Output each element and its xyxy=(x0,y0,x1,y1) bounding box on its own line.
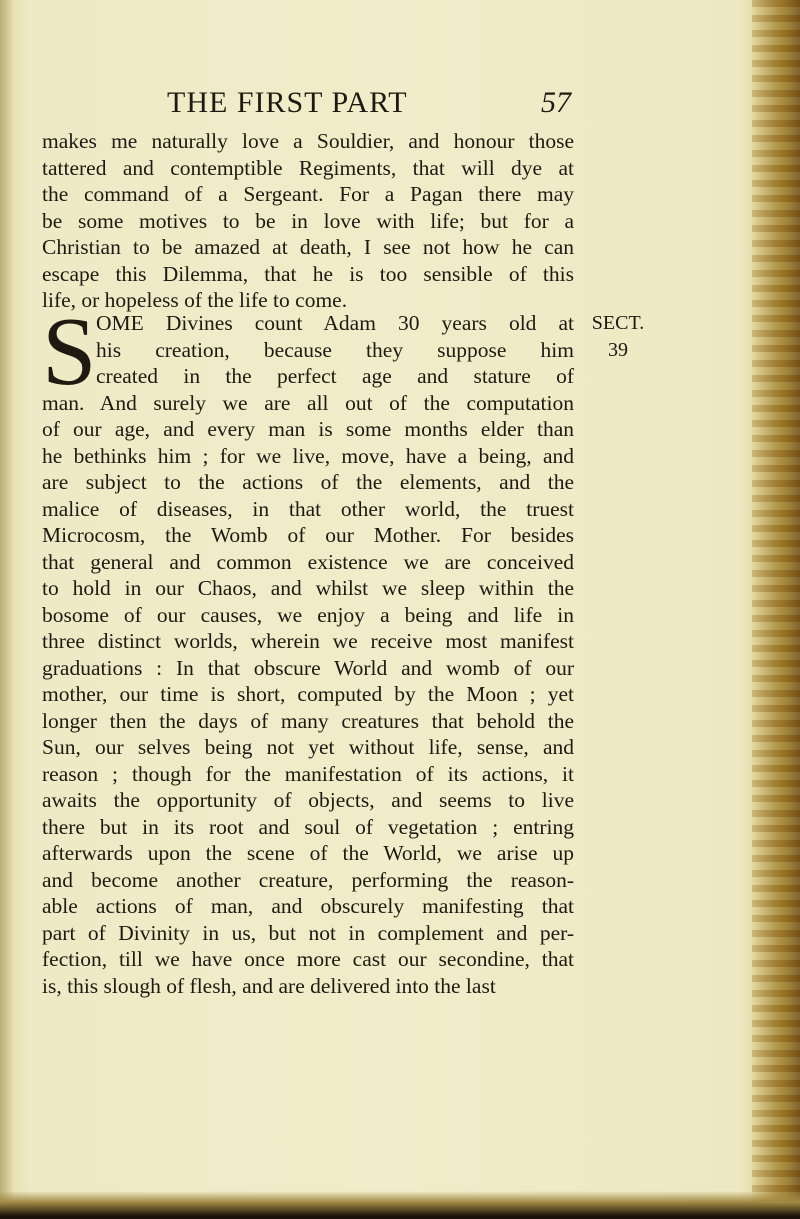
text-line: his creation, because they suppose him xyxy=(96,337,574,362)
text-line: he bethinks him ; for we live, move, have a being, and xyxy=(42,443,574,468)
text-line: longer then the days of many creatures that behold the xyxy=(42,708,574,733)
text-line: reason ; though for the manifestation of its actions, it xyxy=(42,761,574,786)
text-line: is, this slough of flesh, and are delivered into the last xyxy=(42,973,496,998)
text-line: OME Divines count Adam 30 years old at xyxy=(96,311,574,335)
text-line: Christian to be amazed at death, I see not how he can xyxy=(42,235,574,259)
section-label: SECT. xyxy=(591,312,645,334)
text-line: to hold in our Chaos, and whilst we sleep within the xyxy=(42,576,574,600)
text-line: fection, till we have once more cast our secondine, that xyxy=(42,947,574,971)
paragraph-1 xyxy=(42,128,574,314)
page-header xyxy=(167,86,571,126)
text-line: are subject to the actions of the elements, and the xyxy=(42,470,574,494)
text-line: be some motives to be in love with life; but for a xyxy=(42,208,574,233)
text-line: and become another creature, performing the reason- xyxy=(42,867,574,892)
text-line: Microcosm, the Womb of our Mother. For besides xyxy=(42,523,574,547)
bottom-edge xyxy=(0,1191,800,1219)
section-sidenote xyxy=(578,310,658,363)
text-line: man. And surely we are all out of the computation xyxy=(42,390,574,415)
text-line: awaits the opportunity of objects, and seems to live xyxy=(42,788,574,812)
page-number: 57 xyxy=(541,86,571,119)
text-line: life, or hopeless of the life to come. xyxy=(42,288,348,312)
text-line: graduations : In that obscure World and womb of our xyxy=(42,655,574,680)
text-line: three distinct worlds, wherein we receive most manifest xyxy=(42,629,574,653)
text-line: makes me naturally love a Souldier, and honour those xyxy=(42,129,574,153)
text-line: there but in its root and soul of vegetation ; entring xyxy=(42,814,574,839)
gutter-shadow xyxy=(0,0,14,1219)
text-line: part of Divinity in us, but not in complement and per- xyxy=(42,920,574,945)
drop-cap: S xyxy=(42,298,97,406)
text-line: Sun, our selves being not yet without life, sense, and xyxy=(42,735,574,759)
page-edge xyxy=(752,0,800,1219)
text-line: mother, our time is short, computed by the Moon ; yet xyxy=(42,682,574,706)
text-line: created in the perfect age and stature of xyxy=(96,364,574,388)
running-head: THE FIRST PART xyxy=(167,86,408,119)
section-number: 39 xyxy=(608,338,628,361)
text-line: of our age, and every man is some months elder than xyxy=(42,417,574,441)
text-line: escape this Dilemma, that he is too sensible of this xyxy=(42,261,574,286)
text-line: tattered and contemptible Regiments, that will dye at xyxy=(42,155,574,180)
text-line: afterwards upon the scene of the World, we arise up xyxy=(42,841,574,865)
text-line: the command of a Sergeant. For a Pagan there may xyxy=(42,182,574,206)
text-line: that general and common existence we are conceived xyxy=(42,549,574,574)
text-line: able actions of man, and obscurely manifesting that xyxy=(42,894,574,918)
text-line: bosome of our causes, we enjoy a being and life in xyxy=(42,602,574,627)
text-line: malice of diseases, in that other world, the truest xyxy=(42,496,574,521)
